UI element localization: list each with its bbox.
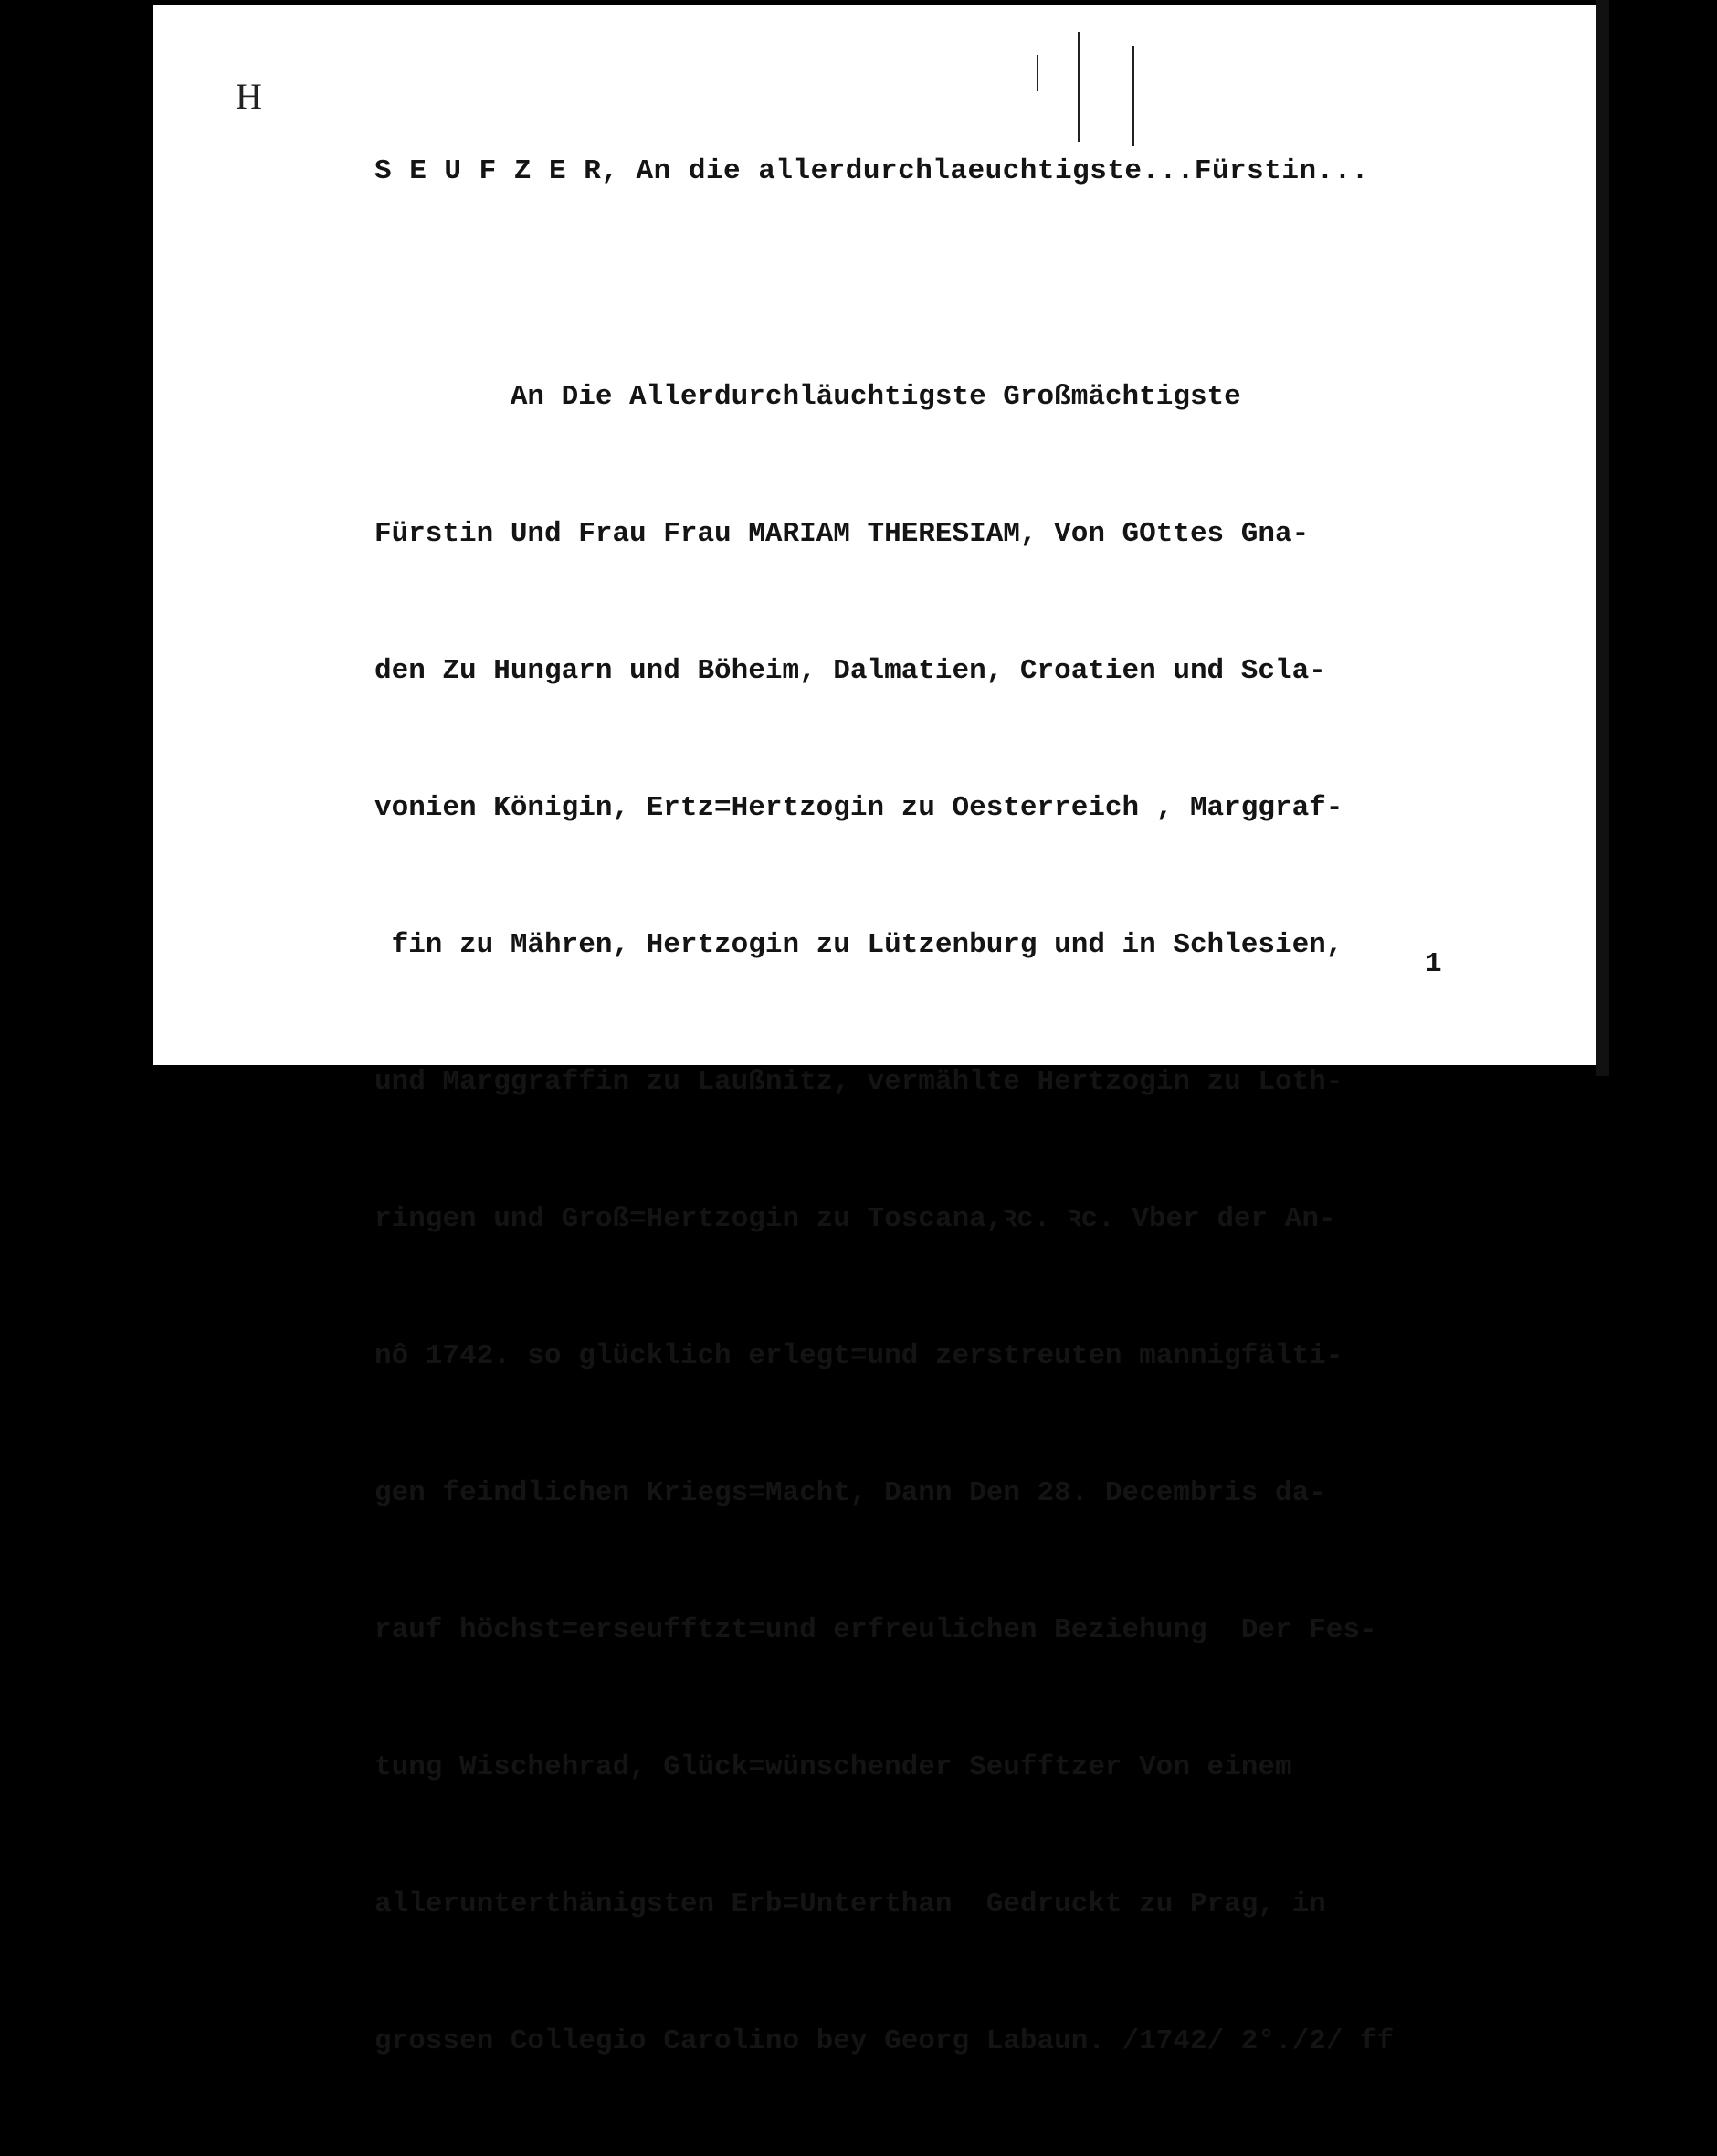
body-line: den Zu Hungarn und Böheim, Dalmatien, Croatien und Scla- [374,655,1326,687]
body-line: ringen und Groß=Hertzogin zu Toscana,ꝛc. ꝛc. Vber der An- [374,1203,1336,1235]
body-line: Fürstin Und Frau Frau MARIAM THERESIAM, Von GOttes Gna- [374,518,1310,550]
body-line: und Marggraffin zu Laußnitz, vermählte Hertzogin zu Loth- [374,1066,1343,1098]
body-line: vonien Königin, Ertz=Hertzogin zu Oesterreich , Marggraf- [374,792,1343,824]
body-line: allerunterthänigsten Erb=Unterthan Gedruckt zu Prag, in [374,1888,1326,1920]
card-heading: S E U F Z E R, An die allerdurchlaeuchtigste...Fürstin... [374,155,1369,187]
pencil-mark [1078,32,1080,142]
body-line: nô 1742. so glücklich erlegt=und zerstreuten mannigfälti- [374,1340,1343,1372]
card-body [374,283,1394,2156]
body-line: An Die Allerdurchläuchtigste Großmächtigste [374,381,1241,413]
scan-edge [1596,0,1609,1076]
body-line: tung Wischehrad, Glück=wünschender Seufftzer Von einem [374,1751,1292,1783]
body-line: fin zu Mähren, Hertzogin zu Lützenburg und in Schlesien, [374,929,1343,961]
pencil-mark [1037,55,1038,91]
page-number: 1 [1425,948,1442,980]
body-line: gen feindlichen Kriegs=Macht, Dann Den 28. Decembris da- [374,1477,1326,1509]
body-line: grossen Collegio Carolino bey Georg Labaun. /1742/ 2°./2/ ff [374,2025,1395,2057]
pencil-mark [1132,46,1134,146]
corner-mark: H [236,76,262,117]
body-line: rauf höchst=erseufftzt=und erfreulichen Beziehung Der Fes- [374,1614,1377,1646]
